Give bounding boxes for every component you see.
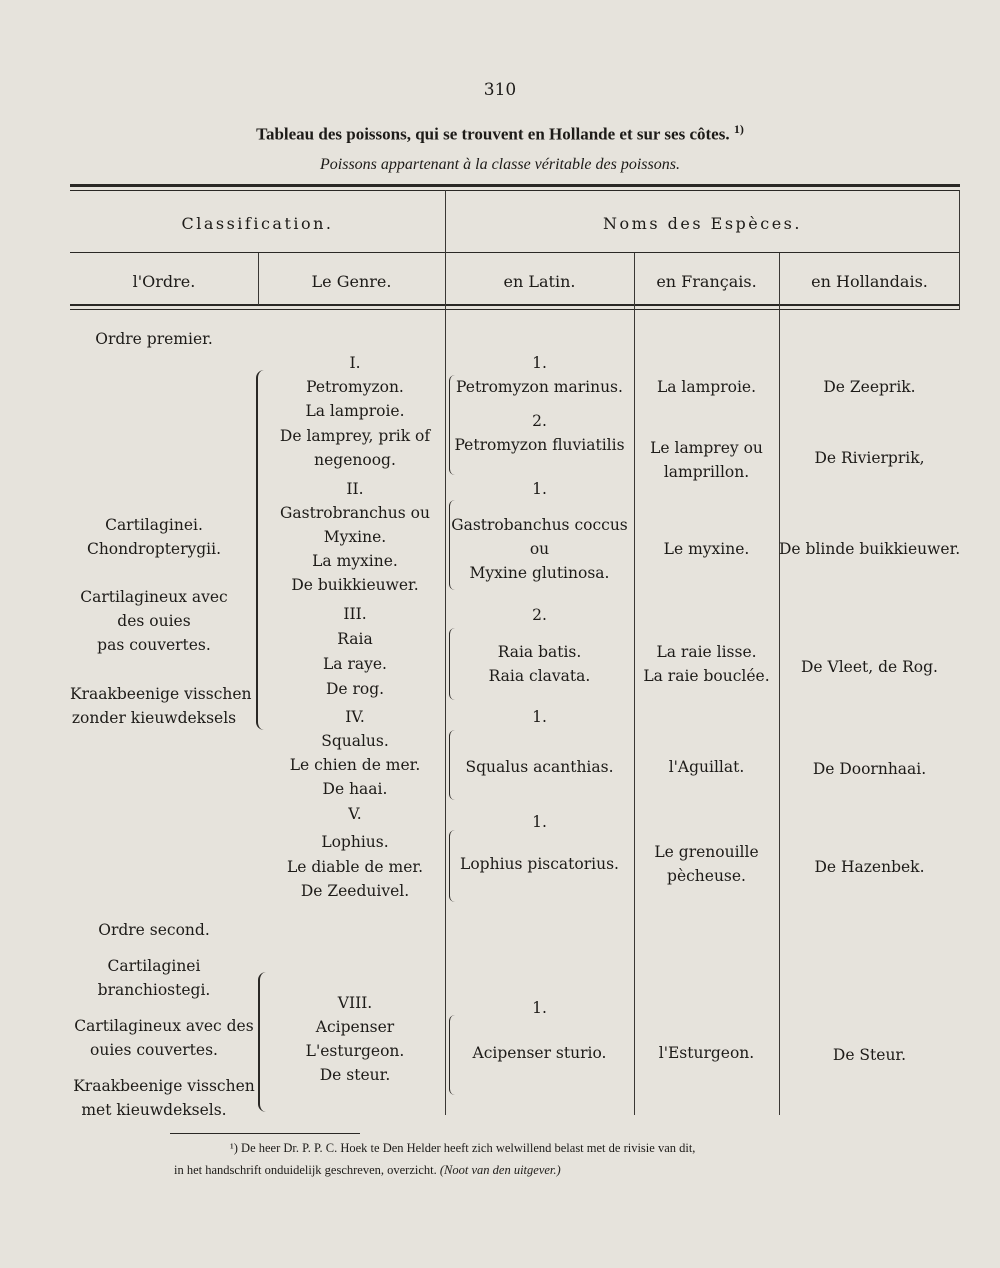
species-latin: Raia clavata.	[488, 667, 591, 685]
ordre1-line: Cartilagineux avec	[80, 588, 228, 606]
genus-line: La raye.	[323, 655, 387, 673]
genus-line: Petromyzon.	[306, 378, 404, 396]
right-edge-line	[959, 190, 960, 310]
genus-line: Myxine.	[323, 528, 387, 546]
page-subtitle: Poissons appartenant à la classe véritable des poissons.	[320, 156, 680, 173]
species-french: lamprillon.	[663, 463, 750, 481]
top-rule-thin	[70, 190, 960, 191]
genus-line: De rog.	[325, 680, 385, 698]
header-ordre: l'Ordre.	[132, 272, 196, 291]
header-genre: Le Genre.	[311, 272, 392, 291]
ordre1-line: des ouies	[117, 612, 191, 630]
species-latin: ou	[529, 540, 550, 558]
top-rule-thick	[70, 184, 960, 187]
species-latin: Lophius piscatorius.	[460, 855, 619, 873]
species-dutch: De Zeeprik.	[823, 378, 916, 396]
species-number: 1.	[532, 813, 547, 831]
ordre2-line: branchiostegi.	[97, 981, 211, 999]
ordre1-line: Cartilaginei.	[105, 516, 203, 534]
genus-line: De buikkieuwer.	[291, 576, 419, 594]
species-dutch: De Doornhaai.	[812, 760, 927, 778]
genus-line: negenoog.	[314, 451, 396, 469]
genus-line: Lophius.	[321, 833, 389, 851]
page-number: 310	[483, 80, 517, 100]
species-french: Le grenouille	[654, 843, 759, 861]
footnote-marker: ¹)	[230, 1141, 238, 1155]
species-french: Le lamprey ou	[650, 439, 763, 457]
subheader-rule-thin	[70, 309, 960, 310]
genus-line: La lamproie.	[305, 402, 405, 420]
footnote-line-2: in het handschrift onduidelijk geschreven, overzicht. (Noot van den uitgever.)	[174, 1163, 561, 1177]
genus-number: IV.	[345, 708, 365, 726]
species-number: 2.	[532, 606, 547, 624]
genus-line: De lamprey, prik of	[279, 427, 431, 445]
species-french: l'Esturgeon.	[658, 1044, 755, 1062]
header-francais: en Français.	[656, 272, 757, 291]
species-latin: Petromyzon fluviatilis	[454, 436, 625, 454]
genus-number: VIII.	[337, 994, 373, 1012]
genus-line: Acipenser	[315, 1018, 395, 1036]
genus-line: Raia	[337, 630, 373, 648]
species-dutch: De Vleet, de Rog.	[801, 658, 938, 676]
genus-line: De Zeeduivel.	[300, 882, 410, 900]
ordre1-line: zonder kieuwdeksels	[71, 709, 237, 727]
species-dutch: De Hazenbek.	[814, 858, 925, 876]
ordre1-label: Ordre premier.	[95, 330, 213, 348]
subheader-rule-thick	[70, 304, 960, 306]
ordre2-label: Ordre second.	[98, 921, 210, 939]
species-latin: Petromyzon marinus.	[456, 378, 623, 396]
species-dutch: De Rivierprik,	[814, 449, 925, 467]
genus-number: III.	[343, 605, 367, 623]
genus-line: L'esturgeon.	[305, 1042, 405, 1060]
species-french: La lamproie.	[656, 378, 757, 396]
species-number: 2.	[532, 412, 547, 430]
species-french: l'Aguillat.	[668, 758, 745, 776]
footnote-editor-note: (Noot van den uitgever.)	[439, 1163, 561, 1177]
header-classification: Classification.	[181, 214, 334, 233]
header-divider	[70, 252, 960, 253]
page-title: Tableau des poissons, qui se trouvent en Hollande et sur ses côtes. $^{1)}$	[256, 122, 744, 144]
ordre2-line: Kraakbeenige visschen	[73, 1077, 255, 1095]
genus-line: La myxine.	[312, 552, 398, 570]
species-dutch: De Steur.	[832, 1046, 907, 1064]
header-noms-especes: Noms des Espèces.	[603, 214, 802, 233]
species-number: 1.	[532, 354, 547, 372]
species-latin: Myxine glutinosa.	[469, 564, 610, 582]
genus-line: De steur.	[319, 1066, 391, 1084]
ordre1-line: Chondropterygii.	[86, 540, 222, 558]
species-dutch: De blinde buikkieuwer.	[779, 540, 961, 558]
species-french: pècheuse.	[667, 867, 746, 885]
species-number: 1.	[532, 999, 547, 1017]
species-number: 1.	[532, 708, 547, 726]
genus-line: Le diable de mer.	[286, 858, 424, 876]
genus-number: V.	[348, 805, 362, 823]
species-french: Le myxine.	[663, 540, 750, 558]
genus-line: Le chien de mer.	[289, 756, 421, 774]
ordre2-line: Cartilagineux avec des	[74, 1017, 254, 1035]
species-latin: Gastrobanchus coccus	[451, 516, 628, 534]
ordre1-line: pas couvertes.	[97, 636, 211, 654]
genus-number: I.	[349, 354, 361, 372]
genus-line: Gastrobranchus ou	[280, 504, 430, 522]
footnote-marker: 1)	[733, 122, 744, 136]
footnote-rule	[170, 1133, 360, 1134]
species-number: 1.	[532, 480, 547, 498]
species-french: La raie lisse.	[656, 643, 757, 661]
species-latin: Acipenser sturio.	[472, 1044, 607, 1062]
header-hollandais: en Hollandais.	[811, 272, 928, 291]
ordre2-line: met kieuwdeksels.	[81, 1101, 227, 1119]
genus-number: II.	[346, 480, 364, 498]
species-french: La raie bouclée.	[643, 667, 770, 685]
genus-line: Squalus.	[321, 732, 389, 750]
species-latin: Raia batis.	[497, 643, 582, 661]
ordre1-line: Kraakbeenige visschen	[70, 685, 252, 703]
ordre2-line: Cartilaginei	[107, 957, 201, 975]
header-latin: en Latin.	[503, 272, 576, 291]
footnote-line-1: ¹) De heer Dr. P. P. C. Hoek te Den Helder heeft zich welwillend belast met de rivisie van dit,	[230, 1141, 696, 1155]
genus-line: De haai.	[322, 780, 388, 798]
species-latin: Squalus acanthias.	[465, 758, 614, 776]
ordre2-line: ouies couvertes.	[90, 1041, 218, 1059]
